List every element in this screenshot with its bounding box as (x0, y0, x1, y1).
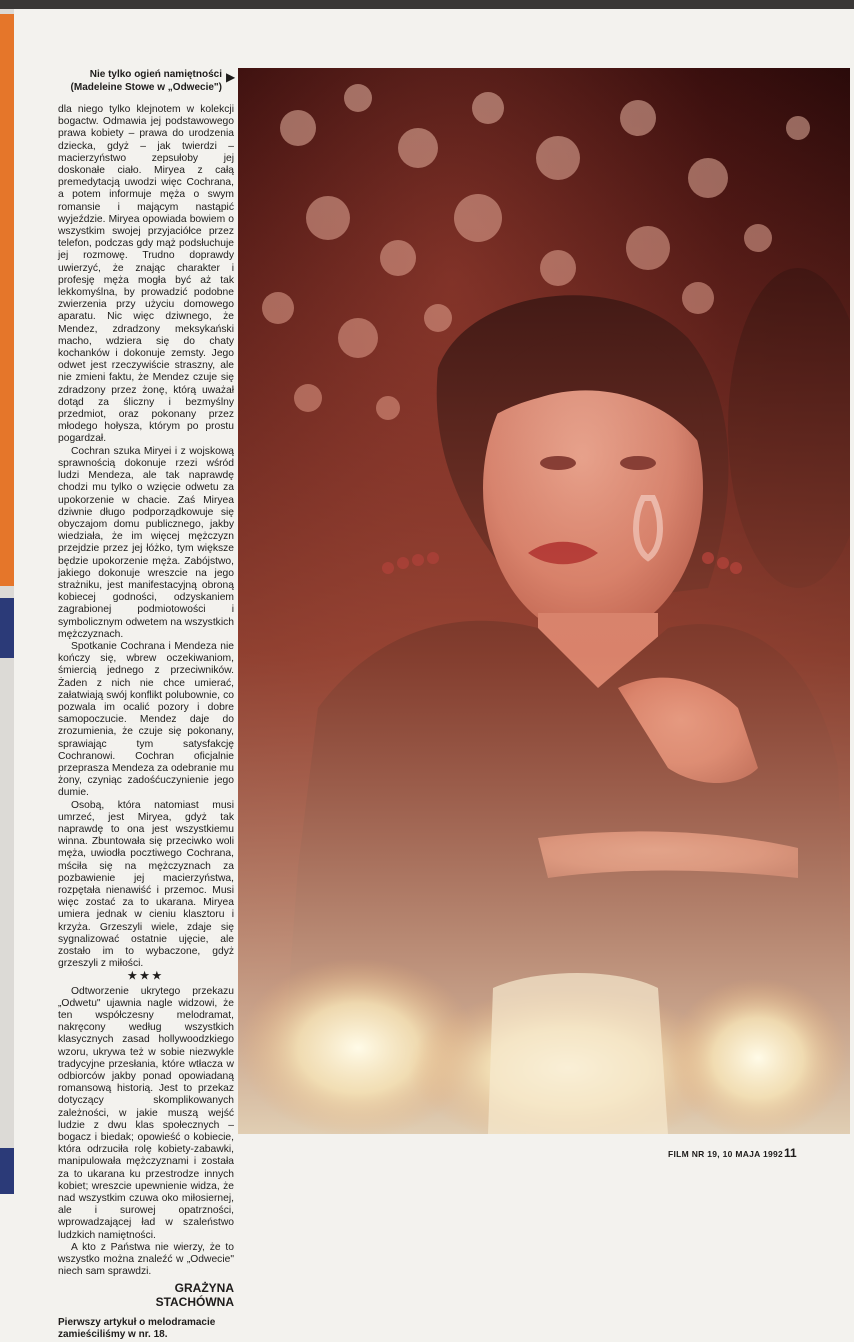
film-still-photo (238, 68, 850, 1134)
color-tab-orange (0, 14, 14, 586)
author-byline (58, 1281, 234, 1309)
caption-line-2: (Madeleine Stowe w „Odwecie") (70, 82, 222, 93)
article-paragraph: Cochran szuka Miryei i z wojskową sprawnością dokonuje rzezi wśród ludzi Mendeza, ale tak naprawdę chodzi mu tylko o wzięcie odwetu za upokorzenie w chacie. Zaś Miryea dziwnie długo podporządkowuje się obyczajom domu publicznego, jakby wiedziała, że im więcej mężczyzn przejdzie przez jej łóżko, tym większe będzie upokorzenie męża. Zabójstwo, jakiego dokonuje wreszcie na jego strażniku, jest manifestacyjną obroną kobiecej godności, odzyskaniem zagrabionej podmiotowości i symbolicznym odwetem na wszystkich mężczyznach. (58, 445, 234, 640)
issue-footer: FILM NR 19, 10 MAJA 1992 (668, 1149, 784, 1159)
article-paragraph: A kto z Państwa nie wierzy, że to wszystko można znaleźć w „Odwecie" niech sam sprawdzi. (58, 1241, 234, 1278)
section-divider-stars: ★★★ (127, 971, 165, 983)
caption-line-1: Nie tylko ogień namiętności (89, 69, 222, 80)
article-paragraph: dla niego tylko klejnotem w kolekcji bogactw. Odmawia jej podstawowego prawa kobiety – prawa do urodzenia dziecka, gdyż – jak twierdzi – macierzyństwo zepsułoby jej doskonałe ciało. Miryea z całą premedytacją uwodzi więc Cochrana, a potem informuje męża o swym romansie i mającym nastąpić wyjeździe. Miryea opowiada bowiem o wszystkim swojej przyjaciółce przez telefon, podczas gdy mąż podsłuchuje jej rozmowę. Trudno doprawdy uwierzyć, że znając charakter i profesję męża mogła być aż tak lekkomyślna, by prowadzić podobne zwierzenia przy użyciu domowego aparatu. Nic więc dziwnego, że Mendez, zdradzony meksykański macho, wdziera się do chaty kochanków i dokonuje zemsty. Jego odwet jest rzeczywiście straszny, ale nie zmieni faktu, że Mendez czuje się zdradzony przez żonę, którą uważał dotąd za śliczny i bezmyślny przedmiot, oraz pokonany przez młodego hołysza, którym po prostu pogardzał. (58, 104, 234, 445)
author-first-name: GRAŻYNA (174, 1280, 234, 1295)
article-paragraph: Odtworzenie ukrytego przekazu „Odwetu" ujawnia nagle widzowi, że ten współczesny melodramat, nakręcony według wszystkich klasycznych zasad hollywoodzkiego wzoru, ukrywa też w sobie niezwykle tradycyjne przesłania, które wtłacza w odbiorców jakby ponad opowiadaną romansową historią. Jest to przekaz dotyczący skomplikowanych zależności, w jakie muszą wejść ludzie z dwu klas społecznych – bogacz i biedak; opowieść o kobiecie, która odrzuciła rolę kobiety-zabawki, manipulowała mężczyznami i została za to ukarana ku przestrodze innych kobiet; wreszcie upewnienie widza, że nad wszystkim czuwa oko miłosiernej, ale i surowej opatrzności, wprowadzającej ład w szaleństwo ludzkich namiętności. (58, 985, 234, 1241)
article-column (58, 104, 234, 1342)
article-paragraph: Spotkanie Cochrana i Mendeza nie kończy się, wbrew oczekiwaniom, śmiercią jednego z przeciwników. Żaden z nich nie chce umierać, załatwiają swój konflikt polubownie, co pozwala im ocalić pozory i dobre samopoczucie. Mendez daje do zrozumienia, że czuje się pokonany, sprawiając tym satysfakcję Cochranowi. Cochran oficjalnie przeprasza Mendeza za odebranie mu żony, czyniąc zadośćuczynienie jego dumie. (58, 640, 234, 799)
scan-top-edge (0, 0, 854, 9)
article-paragraph: Osobą, która natomiast musi umrzeć, jest Miryea, gdyż tak naprawdę to ona jest wszystkiemu winna. Zbuntowała się przeciwko woli męża, uwiodła pocztiwego Cochrana, mściła się na mężczyznach za pozbawienie jej macierzyństwa, rozpętała nienawiść i przemoc. Musi więc zostać za to ukarana. Miryea umiera jednak w cieniu klasztoru i krzyża. Grzeszyli wiele, zdaje się sygnalizować ostatnie ujęcie, ale zostało im to wybaczone, gdyż grzeszyli z miłości. (58, 799, 234, 970)
film-still-illustration (238, 68, 850, 1134)
caption-arrow-icon: ▶ (226, 70, 236, 84)
color-tab-blue-bottom (0, 1148, 14, 1194)
page-number: 11 (784, 1146, 797, 1160)
color-tab-blue (0, 598, 14, 658)
editorial-note: Pierwszy artykuł o melodramacie zamieściliśmy w nr. 18. (58, 1316, 216, 1340)
author-last-name: STACHÓWNA (155, 1294, 234, 1309)
photo-caption (60, 68, 222, 94)
